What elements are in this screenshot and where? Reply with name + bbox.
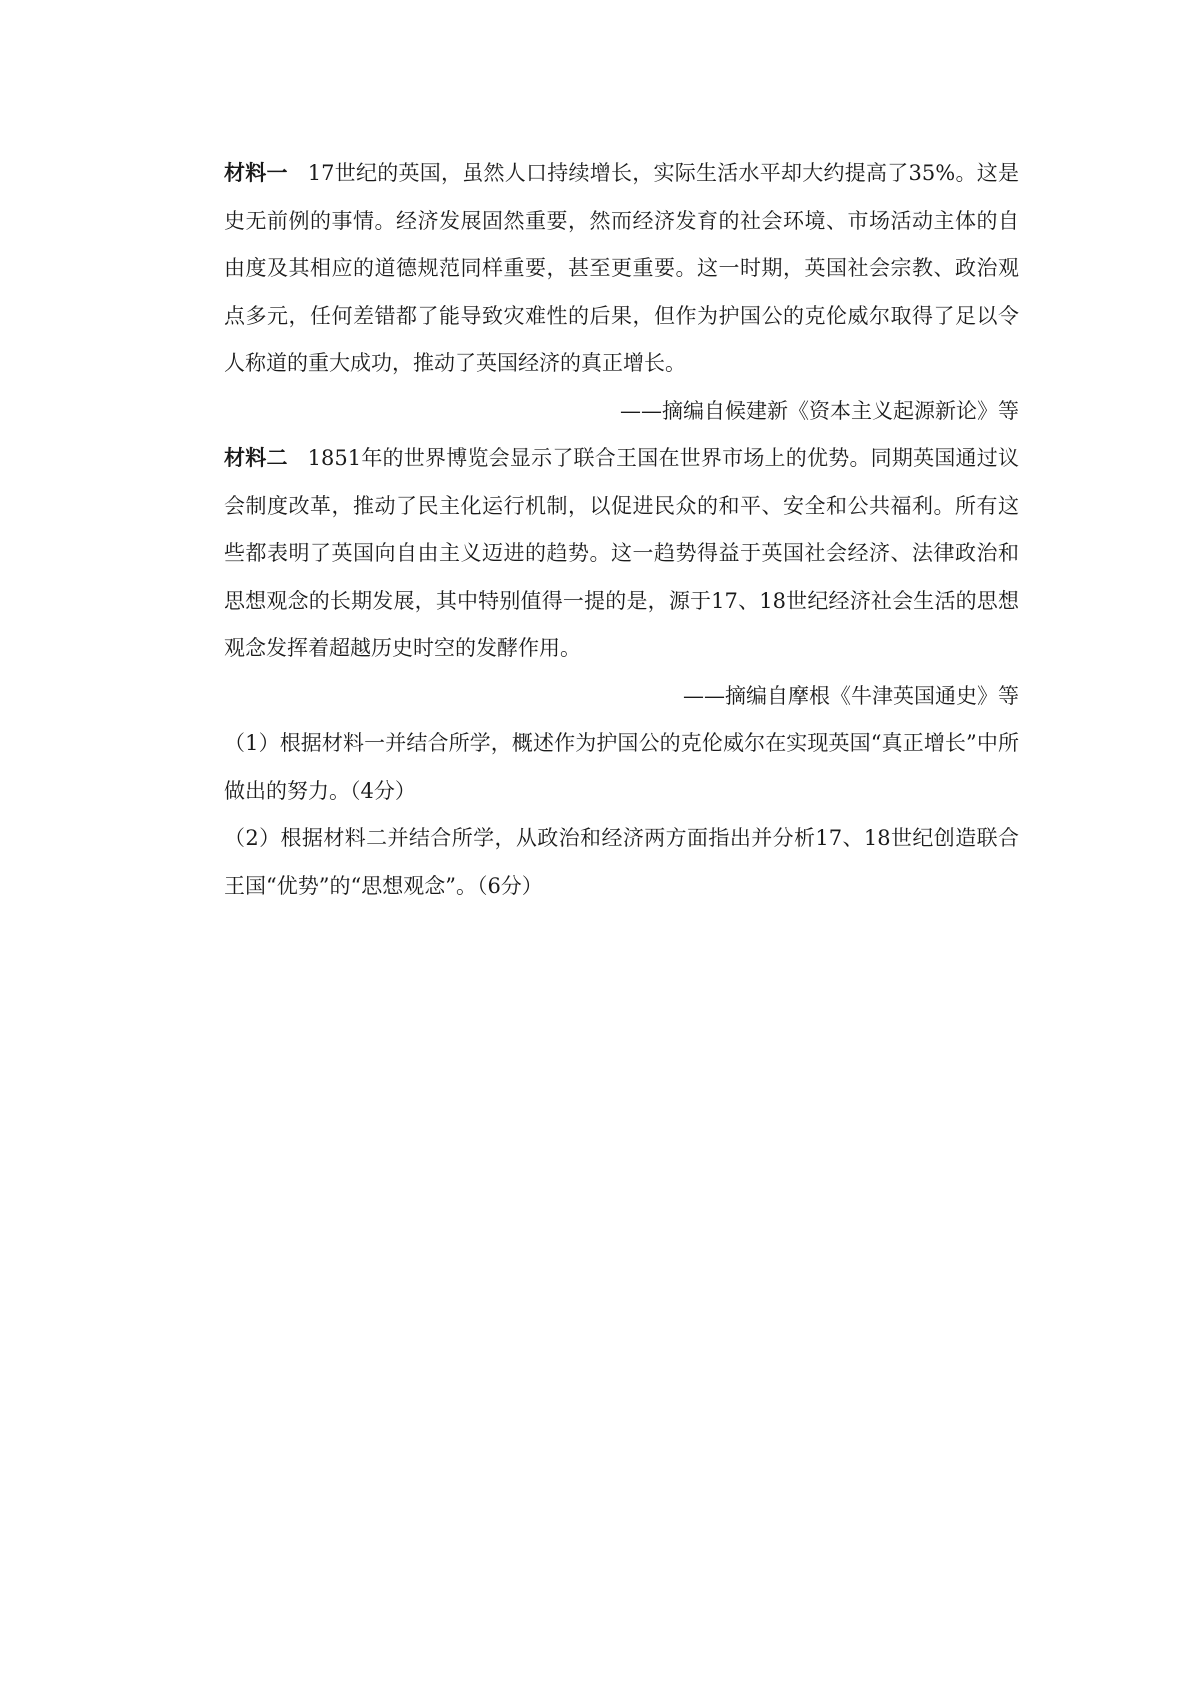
material-2-source: ——摘编自摩根《牛津英国通史》等: [683, 683, 1019, 708]
material-1-label: 材料一: [224, 161, 288, 185]
material-1-source: ——摘编自候建新《资本主义起源新论》等: [620, 398, 1019, 423]
document-page: [224, 150, 1019, 910]
material-1-paragraph: [224, 150, 1019, 388]
material-1-text: 17世纪的英国，虽然人口持续增长，实际生活水平却大约提高了35%。这是史无前例的事情。经济发展固然重要，然而经济发育的社会环境、市场活动主体的自由度及其相应的道德规范同样重要，甚至更重要。这一时期，英国社会宗教、政治观点多元，任何差错都了能导致灾难性的后果，但作为护国公的克伦威尔取得了足以令人称道的重大成功，推动了英国经济的真正增长。: [224, 161, 1019, 375]
question-1: （1）根据材料一并结合所学，概述作为护国公的克伦威尔在实现英国“真正增长”中所做出的努力。（4分）: [224, 731, 1019, 803]
material-2-label: 材料二: [224, 446, 288, 470]
question-2: （2）根据材料二并结合所学，从政治和经济两方面指出并分析17、18世纪创造联合王国“优势”的“思想观念”。（6分）: [224, 826, 1019, 898]
material-2-text: 1851年的世界博览会显示了联合王国在世界市场上的优势。同期英国通过议会制度改革，推动了民主化运行机制，以促进民众的和平、安全和公共福利。所有这些都表明了英国向自由主义迈进的趋势。这一趋势得益于英国社会经济、法律政治和思想观念的长期发展，其中特别值得一提的是，源于17、18世纪经济社会生活的思想观念发挥着超越历史时空的发酵作用。: [224, 446, 1019, 660]
material-2-paragraph: [224, 435, 1019, 673]
